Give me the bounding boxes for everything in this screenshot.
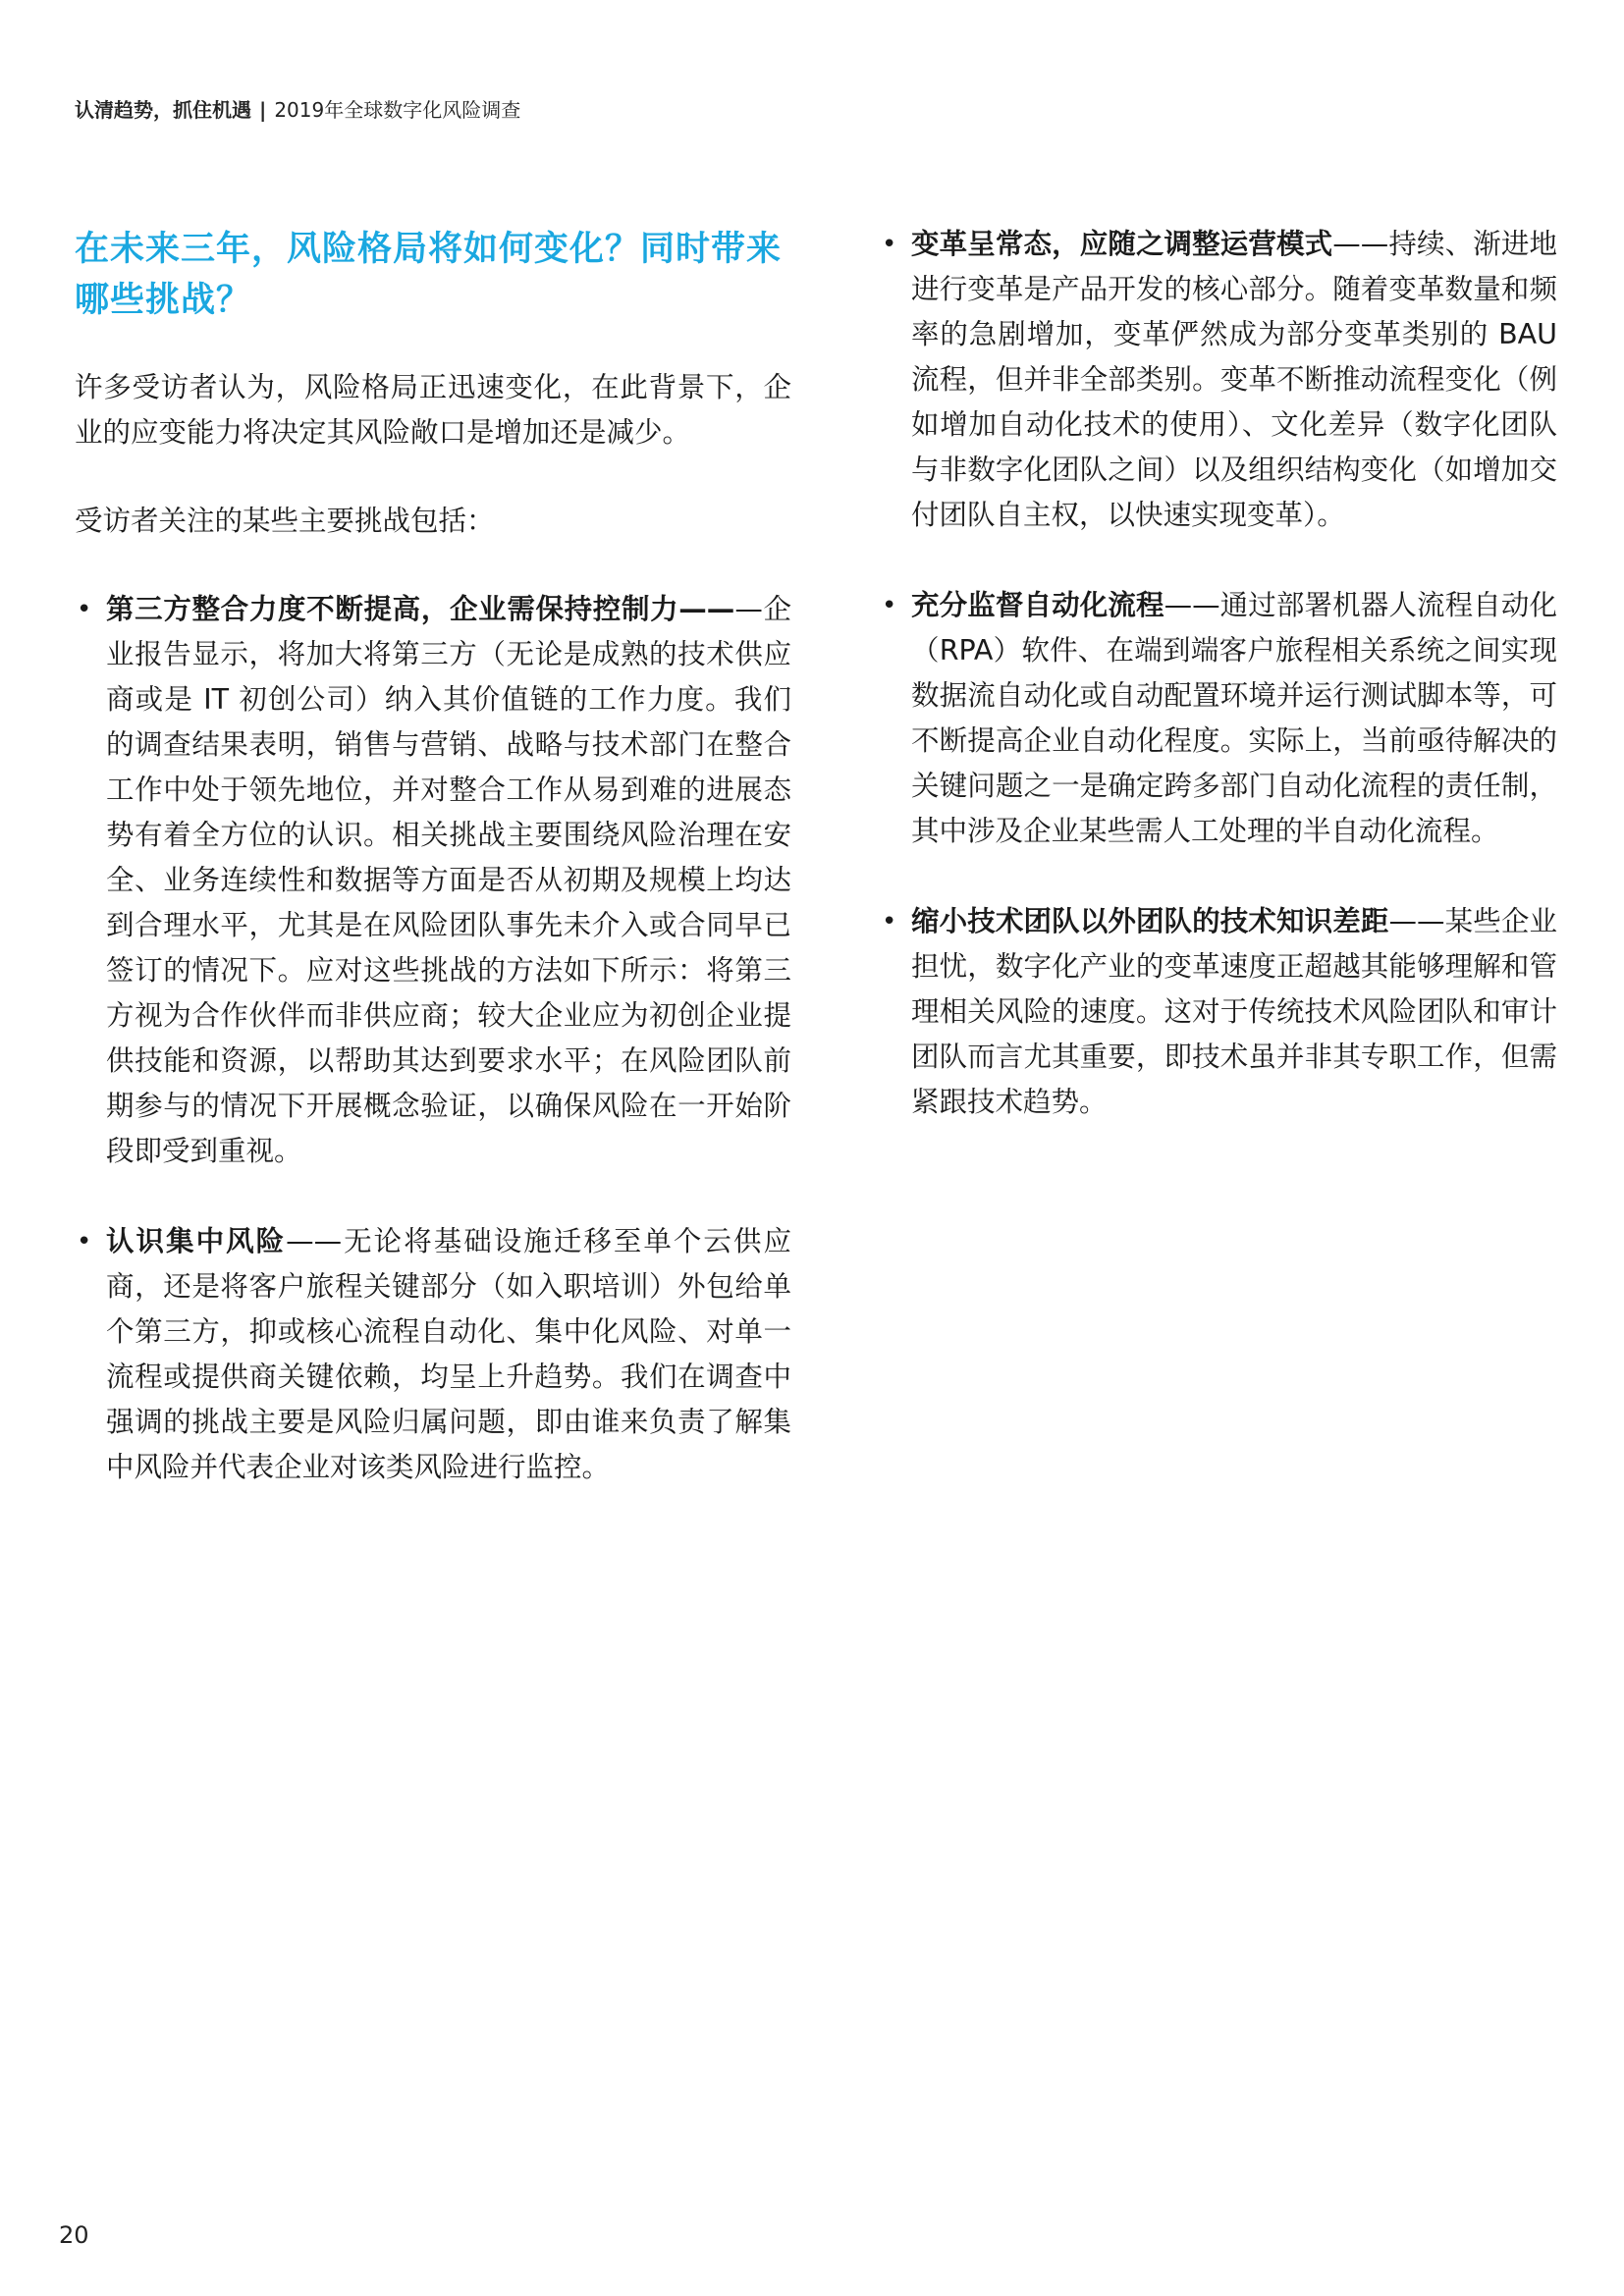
bullet-dot-icon: • [77,595,92,624]
report-title: 认清趋势，抓住机遇 [75,98,251,122]
bullet-text: —企业报告显示，将加大将第三方（无论是成熟的技术供应商或是 IT 初创公司）纳入其价值链的工作力度。我们的调查结果表明，销售与营销、战略与技术部门在整合工作中处于领先地位，并对整合工作从易到难的进展态势有着全方位的认识。相关挑战主要围绕风险治理在安全、业务连续性和数据等方面是否从初期及规模上均达到合理水平，尤其是在风险团队事先未介入或合同早已签订的情况下。应对这些挑战的方法如下所示：将第三方视为合作伙伴而非供应商；较大企业应为初创企业提供技能和资源，以帮助其达到要求水平；在风险团队前期参与的情况下开展概念验证，以确保风险在一开始阶段即受到重视。 [106,593,791,1167]
bullet-text: ——通过部署机器人流程自动化（RPA）软件、在端到端客户旅程相关系统之间实现数据流自动化或自动配置环境并运行测试脚本等，可不断提高企业自动化程度。实际上，当前亟待解决的关键问题之一是确定跨多部门自动化流程的责任制，其中涉及企业某些需人工处理的半自动化流程。 [911,589,1557,847]
challenges-intro: 受访者关注的某些主要挑战包括： [75,505,495,537]
bullet-lead: 缩小技术团队以外团队的技术知识差距 [911,905,1389,937]
bullet-dot-icon: • [77,1227,92,1256]
bullet-dot-icon: • [882,230,897,259]
bullet-lead: 认识集中风险 [106,1225,287,1257]
report-subtitle: 2019年全球数字化风险调查 [274,98,521,122]
bullet-lead: 第三方整合力度不断提高，企业需保持控制力—— [106,593,735,625]
bullet-text: ——无论将基础设施迁移至单个云供应商，还是将客户旅程关键部分（如入职培训）外包给单个第三方，抑或核心流程自动化、集中化风险、对单一流程或提供商关键依赖，均呈上升趋势。我们在调查中强调的挑战主要是风险归属问题，即由谁来负责了解集中风险并代表企业对该类风险进行监控。 [106,1225,791,1483]
bullet-dot-icon: • [882,907,897,936]
left-column [75,224,791,1535]
bullet-change-normal [880,222,1557,538]
bullet-text: ——持续、渐进地进行变革是产品开发的核心部分。随着变革数量和频率的急剧增加，变革俨然成为部分变革类别的 BAU 流程，但并非全部类别。变革不断推动流程变化（例如增加自动化技术的使用）、文化差异（数字化团队与非数字化团队之间）以及组织结构变化（如增加交付团队自主权，以快速实现变革）。 [911,228,1557,531]
intro-paragraph: 许多受访者认为，风险格局正迅速变化，在此背景下，企业的应变能力将决定其风险敞口是增加还是减少。 [75,371,791,449]
header-separator: | [259,98,267,122]
bullet-text: ——某些企业担忧，数字化产业的变革速度正超越其能够理解和管理相关风险的速度。这对于传统技术风险团队和审计团队而言尤其重要，即技术虽并非其专职工作，但需紧跟技术趋势。 [911,905,1557,1118]
bullet-lead: 变革呈常态，应随之调整运营模式 [911,228,1333,260]
bullet-dot-icon: • [882,591,897,620]
page-number: 20 [59,2221,89,2249]
running-header [75,96,520,124]
bullet-automation-oversight [880,583,1557,854]
bullet-knowledge-gap [880,899,1557,1125]
bullet-third-party-integration [75,587,791,1174]
bullet-lead: 充分监督自动化流程 [911,589,1164,621]
bullet-concentration-risk [75,1219,791,1490]
right-column [880,222,1557,1170]
section-heading: 在未来三年，风险格局将如何变化？同时带来哪些挑战？ [75,230,783,320]
